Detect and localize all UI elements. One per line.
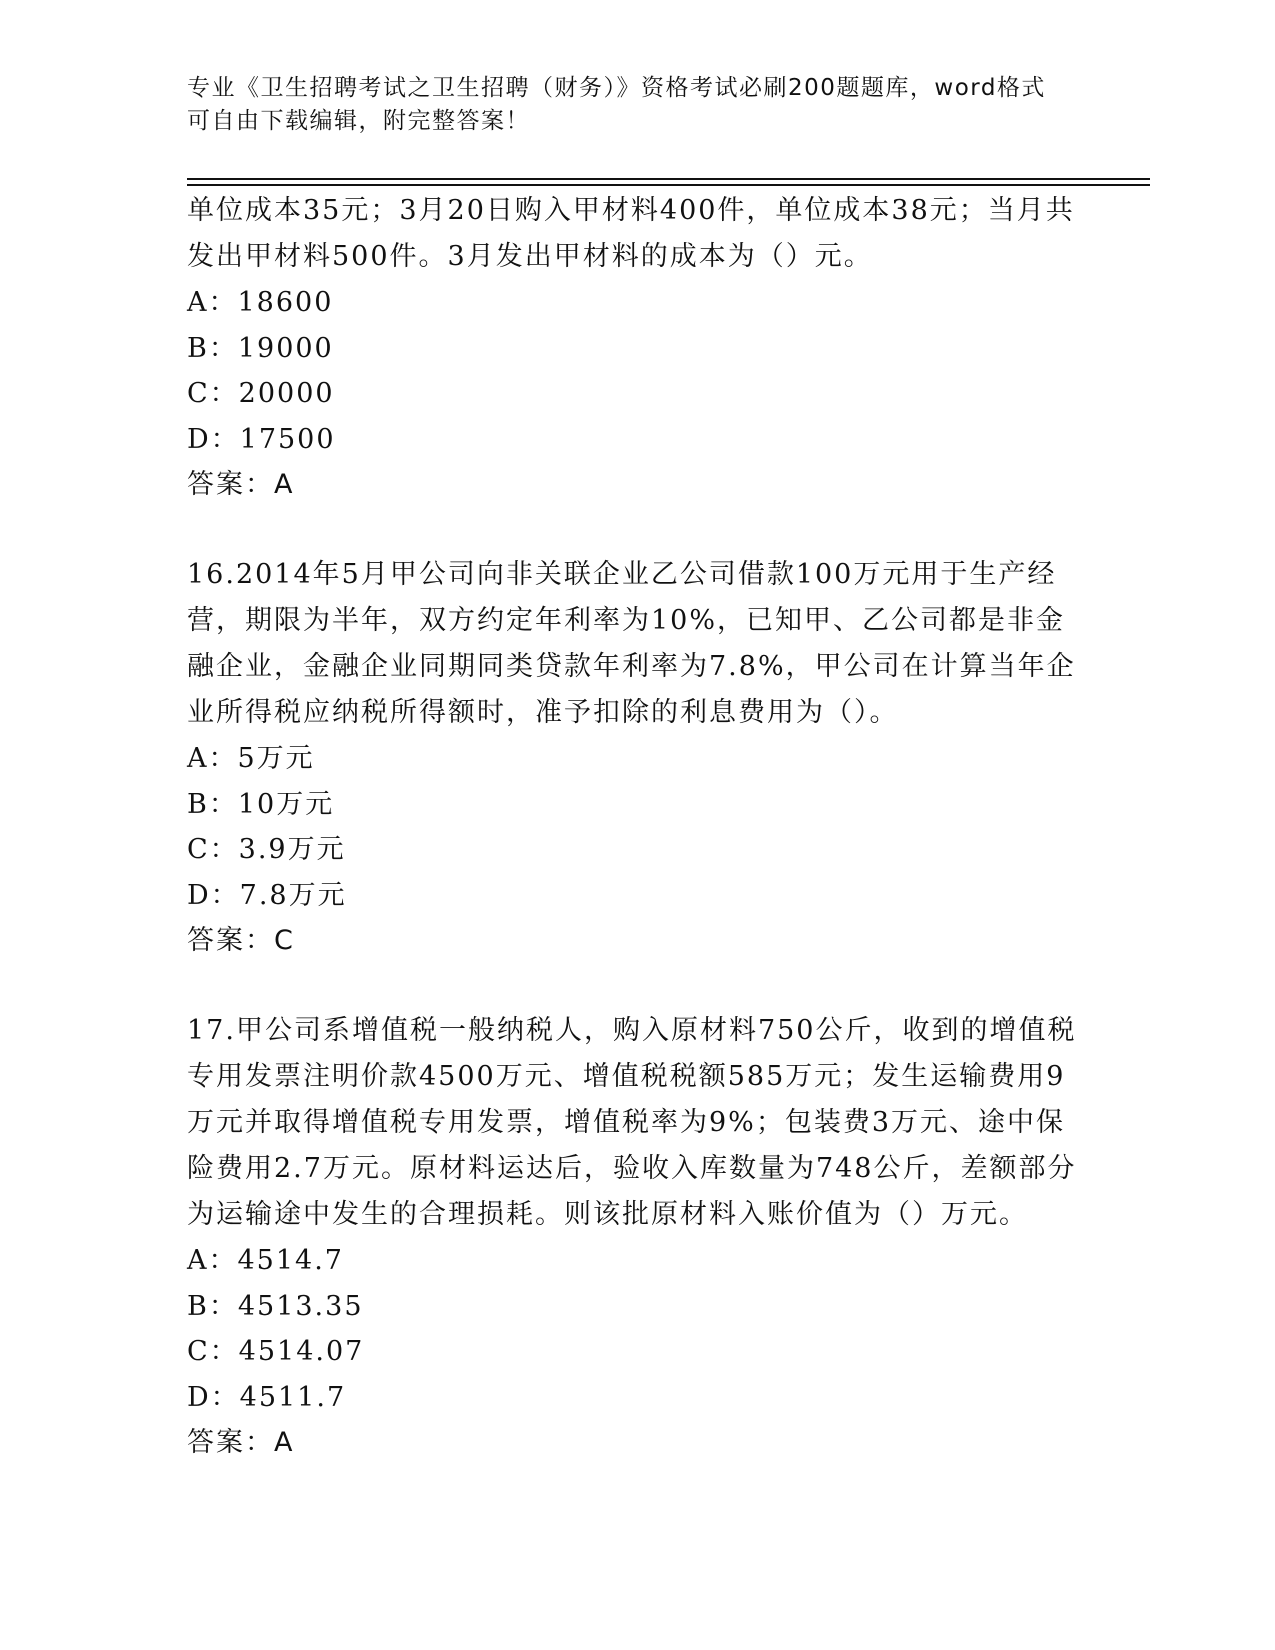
option-d: D：7.8万元 [187,879,347,911]
answer-line: 答案：C [187,925,295,956]
document-header [187,72,1067,138]
option-d: D：4511.7 [187,1381,347,1413]
question-stem: 17.甲公司系增值税一般纳税人，购入原材料750公斤，收到的增值税专用发票注明价款4500万元、增值税税额585万元；发生运输费用9万元并取得增值税专用发票，增值税率为9%；包装费3万元、途中保险费用2.7万元。原材料运达后，验收入库数量为748公斤，差额部分为运输途中发生的合理损耗。则该批原材料入账价值为（）万元。 [187,1015,1077,1230]
option-d: D：17500 [187,423,336,455]
answer-line: 答案：A [187,1427,295,1458]
option-b: B：10万元 [187,788,335,820]
answer-line: 答案：A [187,469,295,500]
option-b: B：4513.35 [187,1290,364,1322]
option-c: C：3.9万元 [187,834,346,865]
header-title: 专业《卫生招聘考试之卫生招聘（财务）》资格考试必刷200题题库，word格式可自由下载编辑，附完整答案！ [187,75,1046,134]
question-16 [187,552,1087,964]
option-b: B：19000 [187,332,334,364]
question-list [187,188,1087,1466]
header-divider-bottom [187,184,1150,186]
header-divider-top [187,178,1150,180]
option-a: A：4514.7 [187,1245,344,1276]
option-a: A：18600 [187,287,334,318]
question-spacer [187,508,1087,552]
option-c: C：4514.07 [187,1336,365,1367]
question-spacer [187,964,1087,1008]
question-stem: 单位成本35元；3月20日购入甲材料400件，单位成本38元；当月共发出甲材料500件。3月发出甲材料的成本为（）元。 [187,195,1075,272]
question-stem: 16.2014年5月甲公司向非关联企业乙公司借款100万元用于生产经营，期限为半年，双方约定年利率为10%，已知甲、乙公司都是非金融企业，金融企业同期同类贷款年利率为7.8%，甲公司在计算当年企业所得税应纳税所得额时，准予扣除的利息费用为（）。 [187,559,1076,728]
question-15 [187,188,1087,508]
option-a: A：5万元 [187,743,315,774]
option-c: C：20000 [187,378,335,409]
question-17 [187,1008,1087,1466]
